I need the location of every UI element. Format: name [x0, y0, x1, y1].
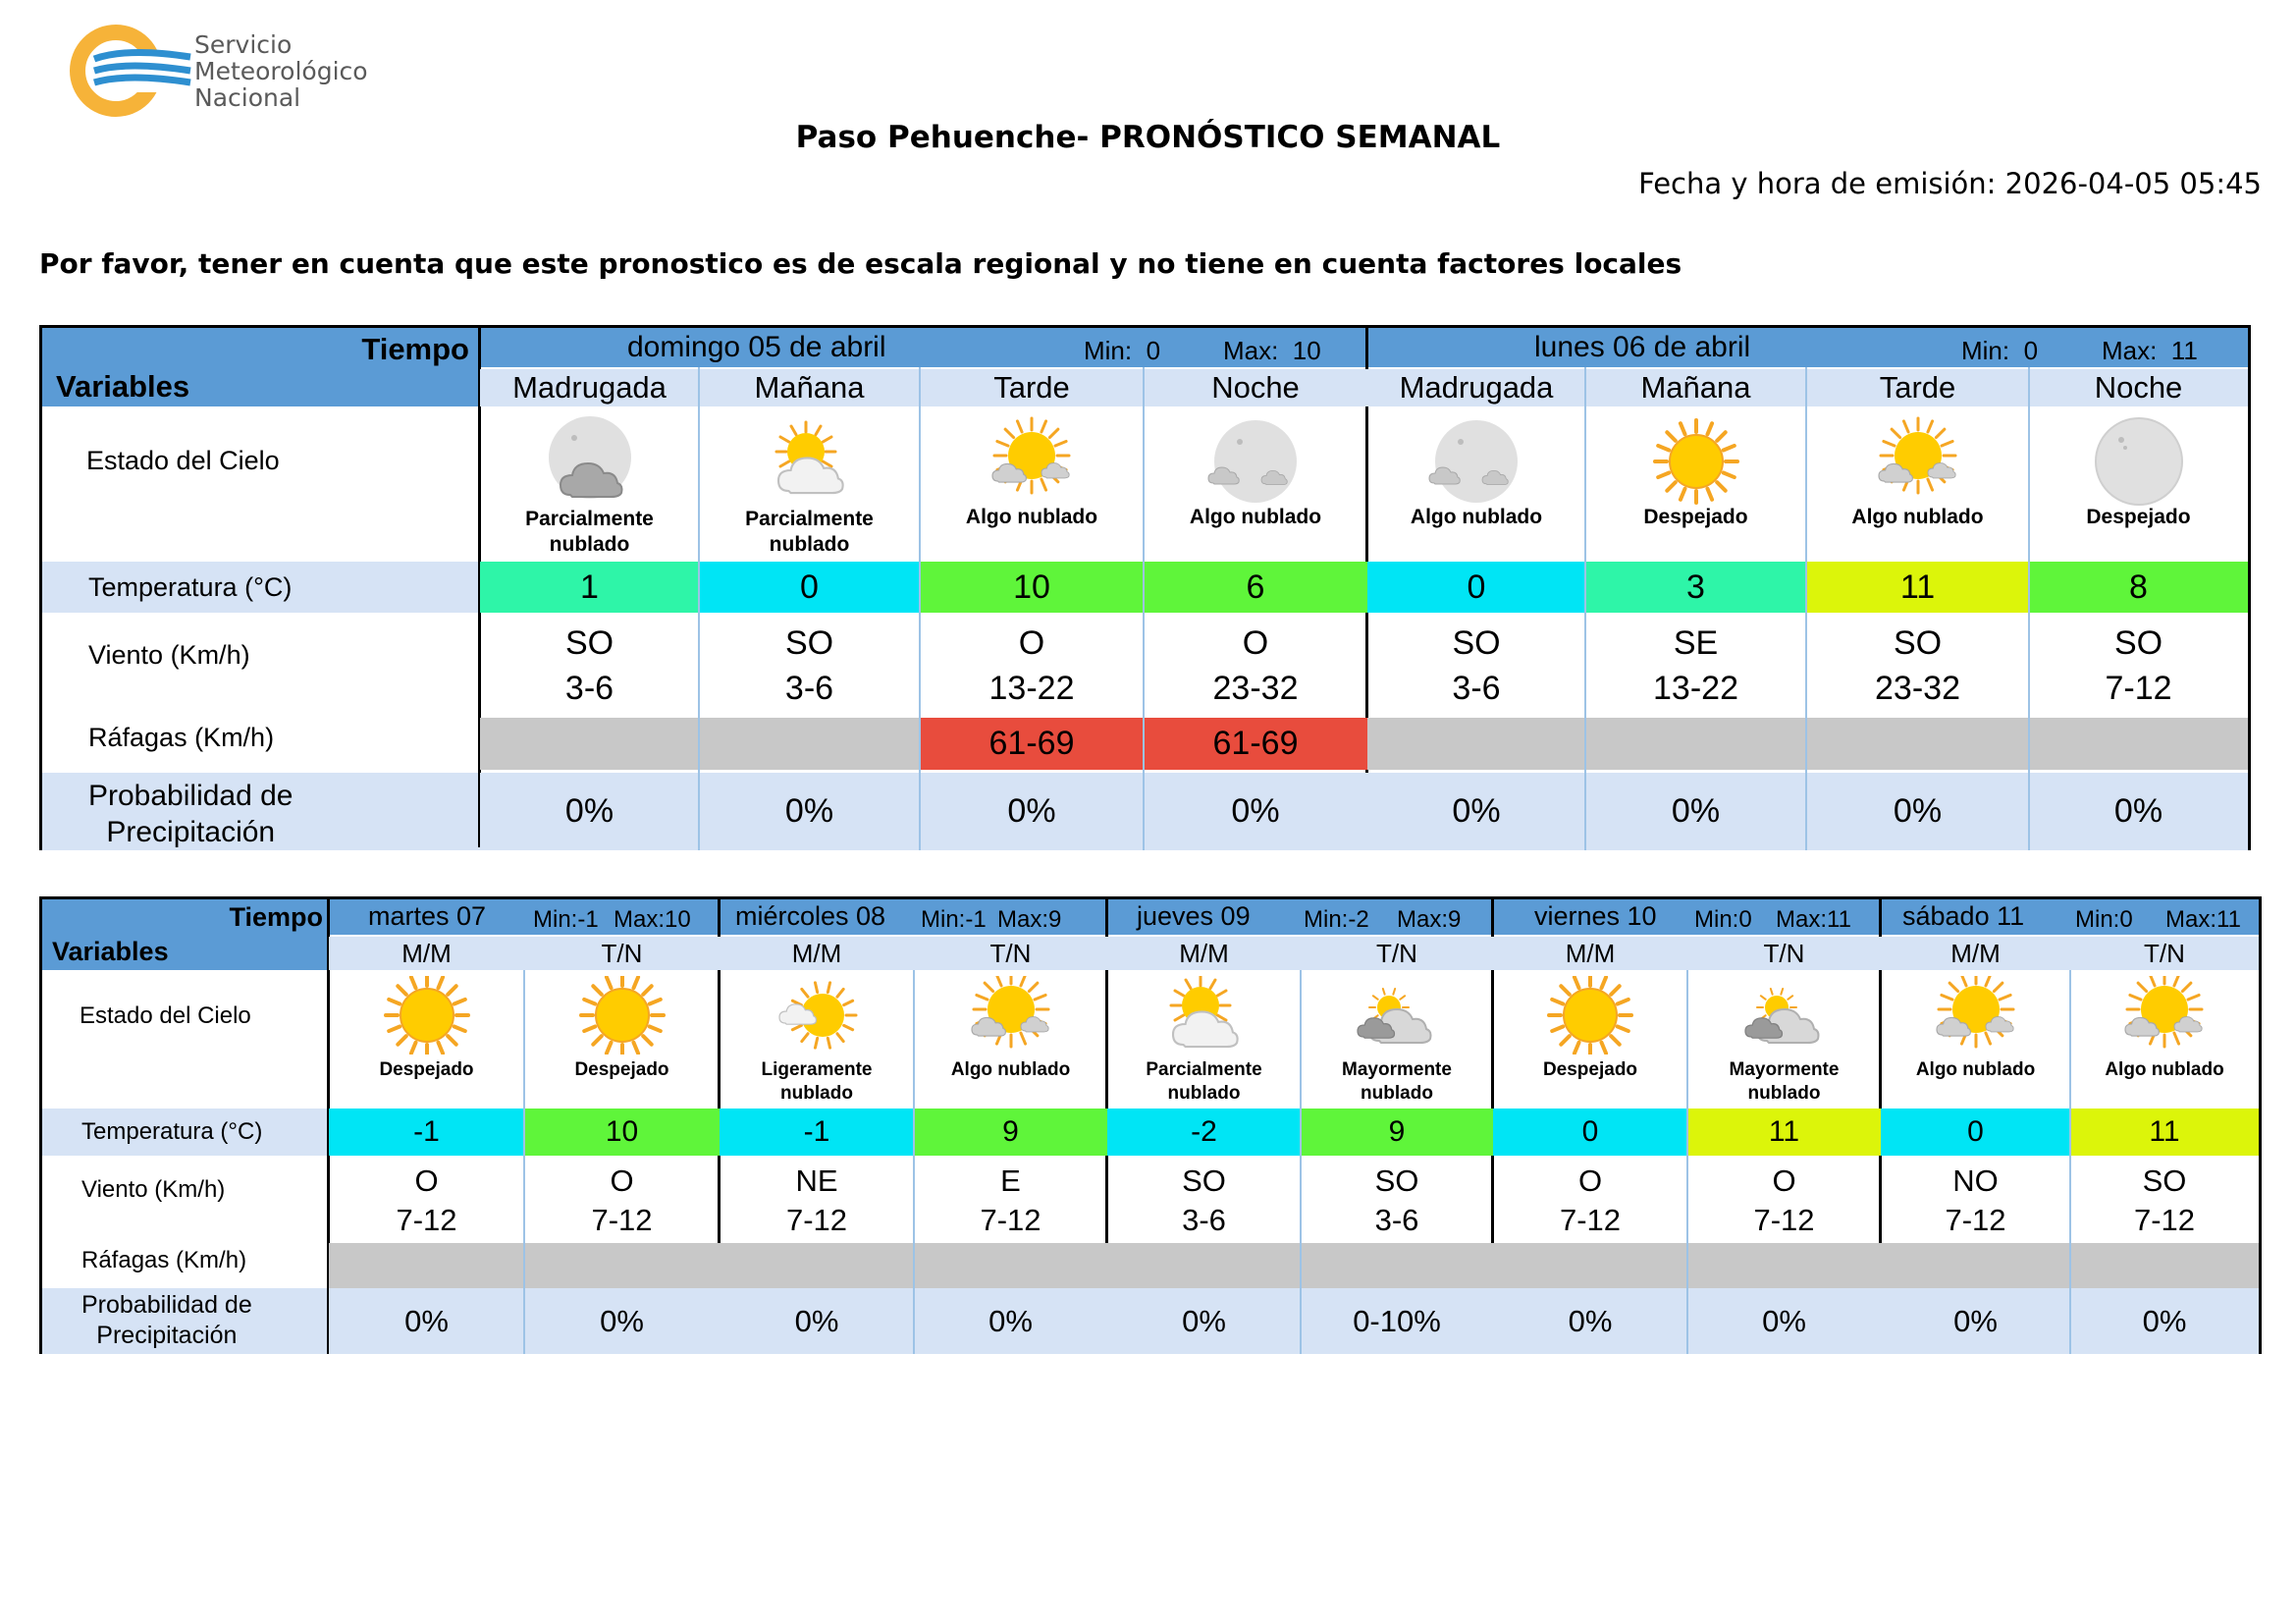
logo-text	[194, 31, 368, 111]
gust-cell	[914, 1243, 1107, 1288]
max-value: 11	[2170, 336, 2198, 365]
wind-speed: 13-22	[1653, 669, 1738, 707]
max-value: 10	[1292, 336, 1321, 365]
night-cloud-icon	[541, 414, 639, 509]
period-divider	[1300, 970, 1302, 1354]
max-label: Max:	[614, 906, 666, 933]
cloudy-icon	[1740, 976, 1829, 1055]
day-max	[1776, 906, 1851, 934]
wind-direction: O	[1018, 623, 1045, 662]
max-label: Max:	[1223, 336, 1279, 365]
sky-condition: Algo nublado	[2105, 1059, 2224, 1080]
min-value: 0	[1738, 906, 1752, 933]
max-label: Max:	[1397, 906, 1449, 933]
period-header: T/N	[524, 937, 720, 970]
period-header: M/M	[720, 937, 914, 970]
gust-cell	[2029, 718, 2248, 770]
period-header: M/M	[1107, 937, 1301, 970]
precip-row-label	[88, 778, 294, 850]
wind-speed: 7-12	[1945, 1203, 2006, 1237]
precip-cell: 0-10%	[1301, 1288, 1493, 1354]
sky-condition: Despejado	[574, 1059, 669, 1080]
temperature-cell: 9	[914, 1109, 1107, 1156]
sky-condition: Mayormente nublado	[1729, 1059, 1840, 1104]
moon-small-cloud-icon	[1427, 414, 1525, 509]
day-name: viernes 10	[1534, 901, 1657, 931]
period-header: Mañana	[699, 369, 920, 406]
wind-speed: 7-12	[2133, 1203, 2196, 1237]
temp-row-label: Temperatura (°C)	[88, 572, 293, 602]
day-name: jueves 09	[1137, 901, 1251, 931]
gust-cell	[480, 718, 699, 770]
wind-speed: 3-6	[564, 669, 614, 707]
precip-cell: 0%	[920, 773, 1144, 850]
period-divider	[1805, 367, 1807, 850]
wind-direction: SO	[1182, 1163, 1226, 1198]
wind-direction: O	[414, 1163, 439, 1198]
forecast-table-days-3-7	[39, 896, 2262, 1354]
min-value: -1	[965, 906, 987, 933]
temperature-cell: 0	[1367, 562, 1585, 613]
wind-speed: 23-32	[1875, 669, 1960, 707]
precip-cell: 0%	[1881, 1288, 2070, 1354]
gust-row-label-2: Ráfagas (Km/h)	[81, 1247, 247, 1273]
variables-label: Variables	[56, 369, 190, 404]
sky-condition: Algo nublado	[1915, 1059, 2036, 1080]
precip-cell: 0%	[1806, 773, 2029, 850]
day-name: martes 07	[368, 901, 487, 931]
gust-cell	[699, 718, 920, 770]
period-header: T/N	[2070, 937, 2259, 970]
sky-condition: Algo nublado	[1189, 506, 1322, 528]
day-min	[921, 906, 987, 934]
precip-cell: 0%	[480, 773, 699, 850]
tiempo-label: Tiempo	[361, 332, 469, 366]
sun-icon	[578, 976, 667, 1055]
sky-row-label: Estado del Cielo	[86, 446, 280, 475]
wind-speed: 13-22	[988, 669, 1075, 707]
period-header: Noche	[1144, 369, 1367, 406]
wind-speed: 7-12	[1753, 1203, 1815, 1237]
max-value: 11	[2216, 906, 2241, 933]
temp-row-label-2: Temperatura (°C)	[81, 1118, 263, 1145]
period-header: M/M	[1881, 937, 2070, 970]
period-divider	[913, 970, 915, 1354]
wind-direction: SO	[1893, 623, 1943, 662]
temperature-cell: 8	[2029, 562, 2248, 613]
gust-cell	[1367, 718, 1585, 770]
period-header: M/M	[1493, 937, 1687, 970]
wind-speed: 7-12	[785, 1203, 848, 1237]
sky-condition: Parcialmente nublado	[745, 508, 874, 557]
wind-row-label: Viento (Km/h)	[88, 640, 250, 670]
temperature-cell: -2	[1107, 1109, 1301, 1156]
min-label: Min:	[921, 906, 966, 933]
sky-condition: Parcialmente nublado	[1146, 1059, 1262, 1104]
sky-condition: Parcialmente nublado	[525, 508, 654, 557]
precip-label-line-1: Probabilidad de	[88, 780, 294, 812]
period-header: T/N	[1301, 937, 1493, 970]
temperature-cell: 11	[1687, 1109, 1881, 1156]
period-header: Mañana	[1585, 369, 1806, 406]
precip-cell: 0%	[699, 773, 920, 850]
moon-icon	[2090, 414, 2188, 509]
min-label: Min:	[1961, 336, 2010, 365]
gust-cell	[1806, 718, 2029, 770]
wind-direction: SO	[1452, 623, 1501, 662]
day-name: lunes 06 de abril	[1534, 331, 1751, 363]
day-max	[2102, 336, 2198, 366]
period-divider	[919, 367, 921, 850]
sky-condition: Despejado	[1643, 506, 1748, 528]
sun-cloud-icon	[1160, 976, 1249, 1055]
max-label: Max:	[997, 906, 1049, 933]
sky-condition: Mayormente nublado	[1342, 1059, 1452, 1104]
gust-cell	[1881, 1243, 2070, 1288]
period-header: T/N	[914, 937, 1107, 970]
temperature-cell: 11	[1806, 562, 2029, 613]
temperature-cell: 6	[1144, 562, 1367, 613]
period-header: Madrugada	[1367, 369, 1585, 406]
precip-cell: 0%	[2029, 773, 2248, 850]
precip-row-label-2	[81, 1290, 252, 1351]
sun-icon	[1546, 976, 1634, 1055]
moon-small-cloud-icon	[1206, 414, 1305, 509]
period-divider	[2028, 367, 2030, 850]
period-divider	[1686, 970, 1688, 1354]
gust-cell	[329, 1243, 524, 1288]
gust-cell	[1585, 718, 1806, 770]
min-value: 0	[2023, 336, 2039, 365]
max-label: Max:	[2102, 336, 2158, 365]
sun-small-cloud-icon	[2120, 976, 2209, 1055]
wind-direction: SO	[2113, 623, 2163, 662]
logo-line-2: Meteorológico	[194, 57, 368, 85]
min-label: Min:	[1084, 336, 1133, 365]
temperature-cell: 0	[1881, 1109, 2070, 1156]
wind-direction: O	[1577, 1163, 1603, 1198]
day-min	[1961, 336, 2038, 366]
day-max	[1397, 906, 1461, 934]
temperature-cell: 0	[1493, 1109, 1687, 1156]
wind-speed: 3-6	[784, 669, 834, 707]
precip-cell: 0%	[1367, 773, 1585, 850]
day-max	[2165, 906, 2241, 934]
wind-speed: 7-12	[980, 1203, 1041, 1237]
sky-condition: Algo nublado	[950, 1059, 1071, 1080]
precip-cell: 0%	[1107, 1288, 1301, 1354]
sky-condition: Algo nublado	[1410, 506, 1543, 528]
min-value: 0	[2119, 906, 2133, 933]
wind-speed: 7-12	[591, 1203, 653, 1237]
tiempo-label-2: Tiempo	[229, 902, 323, 932]
wind-speed: 7-12	[2105, 669, 2172, 707]
gust-cell	[1493, 1243, 1687, 1288]
min-value: 0	[1146, 336, 1161, 365]
period-header: Tarde	[1806, 369, 2029, 406]
precip-cell: 0%	[1144, 773, 1367, 850]
wind-speed: 7-12	[396, 1203, 457, 1237]
gust-cell	[2070, 1243, 2259, 1288]
sun-small-cloud-icon	[1869, 414, 1967, 509]
forecast-table-days-1-2	[39, 325, 2251, 850]
day-max	[997, 906, 1061, 934]
min-value: -1	[577, 906, 599, 933]
sky-condition: Algo nublado	[965, 506, 1098, 528]
day-min	[1694, 906, 1752, 934]
wind-speed: 7-12	[1559, 1203, 1622, 1237]
wind-direction: SO	[564, 623, 614, 662]
sky-condition: Despejado	[2086, 506, 2191, 528]
period-divider	[1584, 367, 1586, 850]
gust-cell	[1107, 1243, 1301, 1288]
wind-direction: E	[1000, 1163, 1021, 1198]
period-header: M/M	[329, 937, 524, 970]
emission-timestamp: Fecha y hora de emisión: 2026-04-05 05:45	[1638, 167, 2262, 200]
max-value: 9	[1048, 906, 1062, 933]
precip-cell: 0%	[2070, 1288, 2259, 1354]
precip-cell: 0%	[914, 1288, 1107, 1354]
temperature-cell: 9	[1301, 1109, 1493, 1156]
min-label: Min:	[2075, 906, 2120, 933]
gust-cell	[1301, 1243, 1493, 1288]
day-max	[1223, 336, 1321, 366]
max-value: 9	[1448, 906, 1462, 933]
temperature-cell: 3	[1585, 562, 1806, 613]
min-value: -2	[1348, 906, 1369, 933]
day-max	[614, 906, 691, 934]
sky-condition: Algo nublado	[1851, 506, 1984, 528]
sun-icon	[1647, 414, 1745, 509]
max-value: 11	[1827, 906, 1851, 933]
temperature-cell: 1	[480, 562, 699, 613]
max-label: Max:	[2165, 906, 2217, 933]
wind-speed: 3-6	[1182, 1203, 1226, 1237]
min-label: Min:	[533, 906, 578, 933]
precip-cell: 0%	[1687, 1288, 1881, 1354]
precip-label-line-2: Precipitación	[106, 816, 276, 848]
day-min	[1084, 336, 1160, 366]
page-title: Paso Pehuenche- PRONÓSTICO SEMANAL	[795, 120, 1501, 155]
sun-small-cloud-icon	[983, 414, 1081, 509]
sun-icon	[383, 976, 471, 1055]
max-label: Max:	[1776, 906, 1828, 933]
day-min	[1304, 906, 1369, 934]
precip-label-2-line-2: Precipitación	[96, 1322, 238, 1349]
period-divider	[523, 970, 525, 1354]
sky-row-label-2: Estado del Cielo	[80, 1002, 251, 1029]
sun-cloud-icon	[761, 414, 859, 509]
variables-label-2: Variables	[52, 937, 169, 966]
wind-speed: 23-32	[1212, 669, 1299, 707]
temperature-cell: 11	[2070, 1109, 2259, 1156]
sky-condition: Ligeramente nublado	[761, 1059, 873, 1104]
precip-cell: 0%	[329, 1288, 524, 1354]
temperature-cell: 10	[524, 1109, 720, 1156]
temperature-cell: -1	[720, 1109, 914, 1156]
temperature-cell: -1	[329, 1109, 524, 1156]
day-min	[533, 906, 599, 934]
wind-speed: 3-6	[1452, 669, 1501, 707]
day-name: miércoles 08	[735, 901, 886, 931]
logo-line-1: Servicio	[194, 30, 293, 59]
wind-direction: NO	[1952, 1163, 1999, 1198]
precip-cell: 0%	[1585, 773, 1806, 850]
wind-direction: O	[610, 1163, 634, 1198]
gust-cell	[720, 1243, 914, 1288]
period-header: T/N	[1687, 937, 1881, 970]
sun-cloud-left-icon	[773, 976, 861, 1055]
disclaimer-note: Por favor, tener en cuenta que este pronostico es de escala regional y no tiene en cuenta factores locales	[39, 247, 1682, 280]
precip-cell: 0%	[1493, 1288, 1687, 1354]
wind-direction: NE	[795, 1163, 838, 1198]
gust-cell	[1687, 1243, 1881, 1288]
gust-cell	[524, 1243, 720, 1288]
max-value: 10	[665, 906, 691, 933]
min-label: Min:	[1694, 906, 1739, 933]
wind-speed: 3-6	[1374, 1203, 1419, 1237]
sky-condition: Despejado	[379, 1059, 474, 1080]
gust-row-label: Ráfagas (Km/h)	[88, 723, 275, 752]
sun-small-cloud-icon	[967, 976, 1055, 1055]
gust-cell: 61-69	[920, 718, 1144, 770]
period-divider	[2069, 970, 2071, 1354]
wind-direction: O	[1242, 623, 1269, 662]
wind-direction: O	[1772, 1163, 1796, 1198]
cloudy-icon	[1353, 976, 1441, 1055]
sky-condition: Despejado	[1542, 1059, 1638, 1080]
period-divider	[1143, 367, 1145, 850]
gust-cell: 61-69	[1144, 718, 1367, 770]
temperature-cell: 0	[699, 562, 920, 613]
period-header: Madrugada	[480, 369, 699, 406]
smn-logo-icon	[69, 24, 194, 118]
wind-direction: SO	[784, 623, 834, 662]
precip-label-2-line-1: Probabilidad de	[81, 1291, 252, 1319]
wind-direction: SO	[1374, 1163, 1419, 1198]
period-header: Noche	[2029, 369, 2248, 406]
sun-small-cloud-icon	[1932, 976, 2020, 1055]
wind-row-label-2: Viento (Km/h)	[81, 1176, 226, 1203]
min-label: Min:	[1304, 906, 1349, 933]
period-header: Tarde	[920, 369, 1144, 406]
logo-line-3: Nacional	[194, 83, 301, 112]
temperature-cell: 10	[920, 562, 1144, 613]
period-divider	[698, 367, 700, 850]
day-min	[2075, 906, 2133, 934]
wind-direction: SE	[1673, 623, 1719, 662]
precip-cell: 0%	[720, 1288, 914, 1354]
precip-cell: 0%	[524, 1288, 720, 1354]
wind-direction: SO	[2142, 1163, 2187, 1198]
day-name: sábado 11	[1902, 901, 2025, 931]
day-name: domingo 05 de abril	[627, 331, 886, 363]
